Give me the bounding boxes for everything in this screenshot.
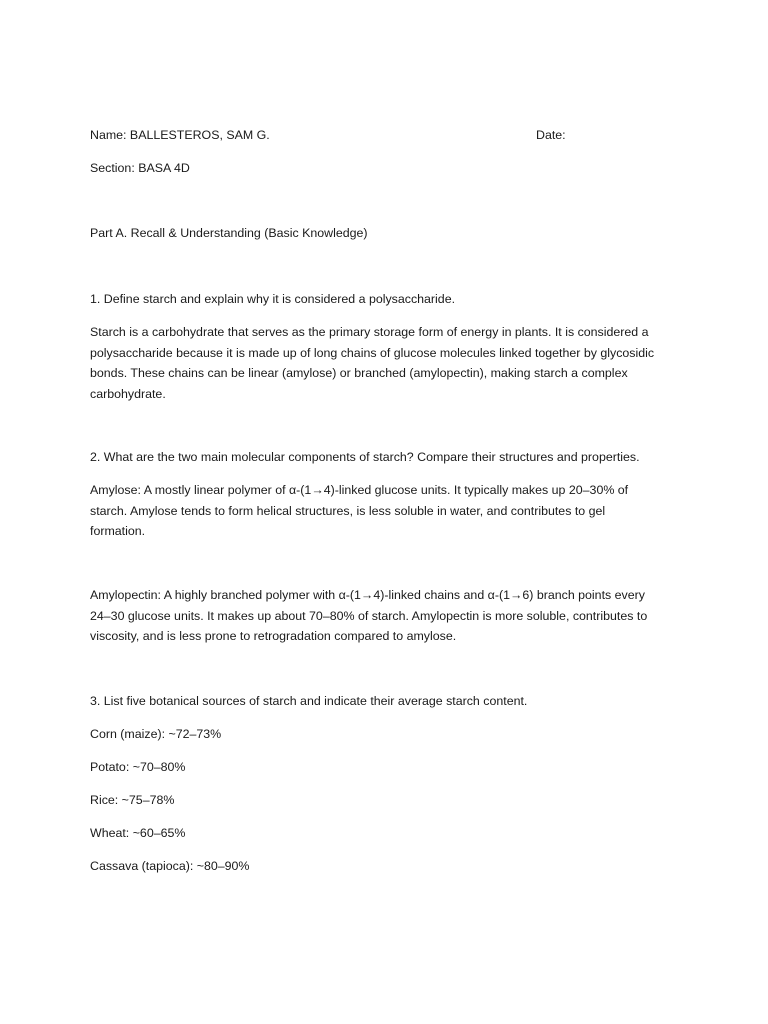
amylose-line: starch. Amylose tends to form helical structures, is less soluble in water, and contributes to gel (90, 503, 606, 518)
answer-1-line: carbohydrate. (90, 386, 166, 401)
amylose-line: formation. (90, 524, 146, 538)
question-1: 1. Define starch and explain why it is considered a polysaccharide. (90, 292, 456, 306)
amylopectin-line: Amylopectin: A highly branched polymer with α-(1→4)-linked chains and α-(1→6) branch points every (90, 588, 645, 602)
answer-2-amylopectin (90, 585, 675, 647)
question-3: 3. List five botanical sources of starch and indicate their average starch content. (90, 694, 528, 708)
question-2: 2. What are the two main molecular components of starch? Compare their structures and properties. (90, 450, 640, 464)
part-a-heading: Part A. Recall & Understanding (Basic Knowledge) (90, 226, 368, 240)
answer-1 (90, 322, 675, 404)
date-label: Date: (536, 128, 566, 142)
source-item: Potato: ~70–80% (90, 760, 186, 774)
answer-1-line: polysaccharide because it is made up of long chains of glucose molecules linked together by glycosidic (90, 345, 655, 360)
student-name: Name: BALLESTEROS, SAM G. (90, 128, 270, 142)
amylopectin-line: viscosity, and is less prone to retrogradation compared to amylose. (90, 629, 457, 643)
answer-1-line: bonds. These chains can be linear (amylose) or branched (amylopectin), making starch a complex (90, 366, 628, 380)
source-item: Rice: ~75–78% (90, 793, 175, 807)
answer-1-line: Starch is a carbohydrate that serves as the primary storage form of energy in plants. It is considered a (90, 325, 649, 339)
source-item: Corn (maize): ~72–73% (90, 727, 222, 741)
amylose-line: Amylose: A mostly linear polymer of α-(1→4)-linked glucose units. It typically makes up 20–30% of (90, 483, 629, 497)
section-label: Section: BASA 4D (90, 161, 190, 175)
source-item: Cassava (tapioca): ~80–90% (90, 859, 250, 873)
source-item: Wheat: ~60–65% (90, 826, 186, 840)
amylopectin-line: 24–30 glucose units. It makes up about 70–80% of starch. Amylopectin is more soluble, contributes to (90, 608, 648, 623)
answer-2-amylose (90, 480, 675, 542)
